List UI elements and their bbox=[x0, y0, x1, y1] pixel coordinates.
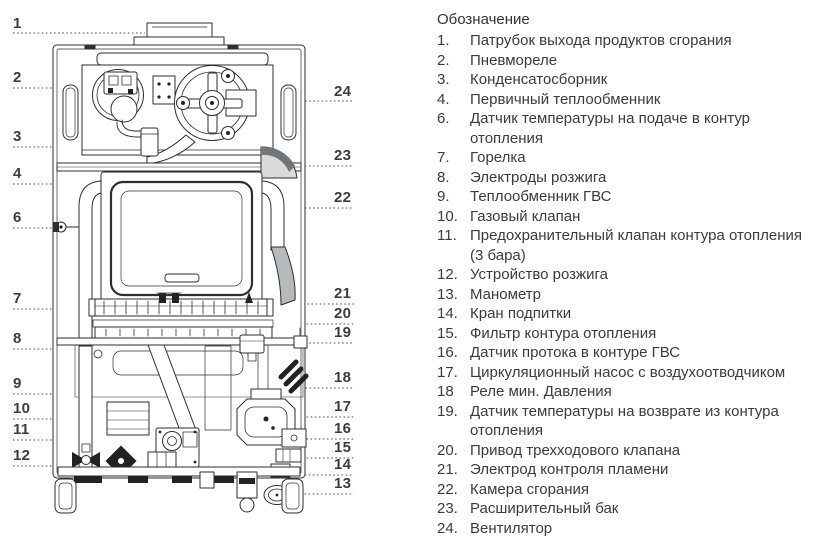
callout-22: 22 bbox=[334, 189, 352, 206]
legend-item-label: Патрубок выхода продуктов сгорания bbox=[470, 32, 732, 49]
legend-item-number: 12. bbox=[437, 266, 458, 283]
legend-item bbox=[437, 207, 809, 227]
callout-23: 23 bbox=[334, 147, 352, 164]
legend-item bbox=[437, 304, 809, 324]
legend-item bbox=[437, 226, 809, 265]
legend-item-label: Фильтр контура отопления bbox=[470, 324, 657, 342]
flue-outlet-collar bbox=[134, 23, 224, 45]
legend-item-label: Датчик протока в контуре ГВС bbox=[470, 344, 681, 361]
legend-item-number: 22. bbox=[437, 480, 458, 498]
legend-item bbox=[437, 285, 809, 305]
legend-item-number: 17. bbox=[437, 363, 458, 381]
legend-item-label: Вентилятор bbox=[470, 519, 553, 537]
legend-item-label: Циркуляционный насос с воздухоотводчиком bbox=[470, 363, 786, 381]
dhw-flow-sensor bbox=[282, 429, 306, 447]
callout-11: 11 bbox=[13, 421, 30, 438]
legend-item-label: Электрод контроля пламени bbox=[470, 461, 669, 478]
legend-item-number: 2. bbox=[437, 51, 450, 69]
callout-14: 14 bbox=[334, 456, 352, 473]
legend-item-number: 10. bbox=[437, 207, 458, 225]
callout-2: 2 bbox=[13, 69, 22, 86]
legend-item-label: Горелка bbox=[470, 149, 526, 166]
legend-item-number: 19. bbox=[437, 402, 458, 420]
legend-item-number: 6. bbox=[437, 110, 450, 127]
callout-4: 4 bbox=[13, 165, 22, 182]
legend-item bbox=[437, 31, 809, 51]
legend-item bbox=[437, 187, 809, 207]
legend-item-label: Газовый клапан bbox=[470, 207, 581, 225]
legend-item bbox=[437, 480, 809, 500]
legend-item-label: Датчик температуры на возврате из контура отопления bbox=[470, 402, 779, 439]
callout-15: 15 bbox=[334, 439, 352, 456]
dhw-heat-exchanger bbox=[107, 402, 149, 435]
legend bbox=[437, 9, 809, 538]
callout-16: 16 bbox=[334, 420, 352, 437]
legend-item-label: Расширительный бак bbox=[470, 500, 619, 517]
legend-item-label: Первичный теплообменник bbox=[470, 90, 661, 108]
legend-item bbox=[437, 265, 809, 285]
legend-item-label: Предохранительный клапан контура отопления (3 бара) bbox=[470, 227, 803, 264]
legend-item-number: 1. bbox=[437, 32, 450, 49]
legend-item bbox=[437, 168, 809, 188]
callout-1: 1 bbox=[13, 15, 22, 32]
legend-item-number: 11. bbox=[437, 227, 457, 244]
callout-21: 21 bbox=[334, 285, 352, 302]
legend-item-number: 8. bbox=[437, 168, 450, 186]
legend-item-label: Кран подпитки bbox=[470, 305, 572, 322]
legend-item bbox=[437, 51, 809, 71]
legend-item-label: Конденсатосборник bbox=[470, 71, 608, 88]
legend-item-number: 3. bbox=[437, 71, 450, 88]
venturi-bracket bbox=[153, 76, 175, 104]
legend-item bbox=[437, 519, 809, 539]
legend-item bbox=[437, 382, 809, 402]
legend-item-number: 16. bbox=[437, 344, 458, 361]
legend-item bbox=[437, 148, 809, 168]
legend-item bbox=[437, 499, 809, 519]
callout-24: 24 bbox=[334, 83, 352, 100]
ignition-device bbox=[148, 452, 176, 468]
legend-item-number: 23. bbox=[437, 500, 458, 517]
legend-item-number: 14. bbox=[437, 305, 458, 322]
legend-item bbox=[437, 324, 809, 344]
legend-item bbox=[437, 363, 809, 383]
legend-item-number: 20. bbox=[437, 441, 458, 459]
callout-10: 10 bbox=[13, 400, 31, 417]
callout-12: 12 bbox=[13, 447, 31, 464]
legend-item-number: 21. bbox=[437, 461, 458, 478]
callout-13: 13 bbox=[334, 475, 352, 492]
legend-item bbox=[437, 70, 809, 90]
callout-6: 6 bbox=[13, 209, 22, 226]
legend-item bbox=[437, 441, 809, 461]
legend-item-label: Пневмореле bbox=[470, 51, 558, 69]
legend-item-number: 4. bbox=[437, 90, 450, 108]
callout-3: 3 bbox=[13, 128, 22, 145]
callout-19: 19 bbox=[334, 324, 352, 341]
legend-item-number: 24. bbox=[437, 519, 458, 537]
legend-title: Обозначение bbox=[437, 11, 530, 28]
callout-8: 8 bbox=[13, 330, 22, 347]
legend-item-label: Датчик температуры на подаче в контур отопления bbox=[470, 110, 751, 147]
legend-item-number: 7. bbox=[437, 149, 450, 166]
legend-item-label: Привод трехходового клапана bbox=[470, 441, 681, 459]
heating-filter bbox=[276, 449, 301, 462]
callout-9: 9 bbox=[13, 375, 22, 392]
legend-item-label: Реле мин. Давления bbox=[470, 383, 612, 400]
callout-18: 18 bbox=[334, 369, 352, 386]
legend-item bbox=[437, 343, 809, 363]
callout-7: 7 bbox=[13, 290, 22, 307]
legend-item-number: 15. bbox=[437, 324, 458, 342]
combustion-chamber bbox=[101, 172, 262, 303]
legend-item-label: Манометр bbox=[470, 285, 542, 303]
legend-item bbox=[437, 90, 809, 110]
callout-17: 17 bbox=[334, 398, 352, 415]
legend-item bbox=[437, 109, 809, 148]
legend-item-label: Электроды розжига bbox=[470, 168, 607, 186]
legend-item-number: 9. bbox=[437, 188, 450, 205]
legend-item-label: Теплообменник ГВС bbox=[470, 188, 612, 205]
legend-item-number: 13. bbox=[437, 285, 458, 303]
base-frame bbox=[58, 467, 300, 483]
legend-item-label: Устройство розжига bbox=[470, 266, 608, 283]
legend-item-label: Камера сгорания bbox=[470, 480, 590, 498]
legend-item bbox=[437, 460, 809, 480]
callout-20: 20 bbox=[334, 305, 352, 322]
legend-item-number: 18 bbox=[437, 383, 454, 400]
legend-item bbox=[437, 402, 809, 441]
